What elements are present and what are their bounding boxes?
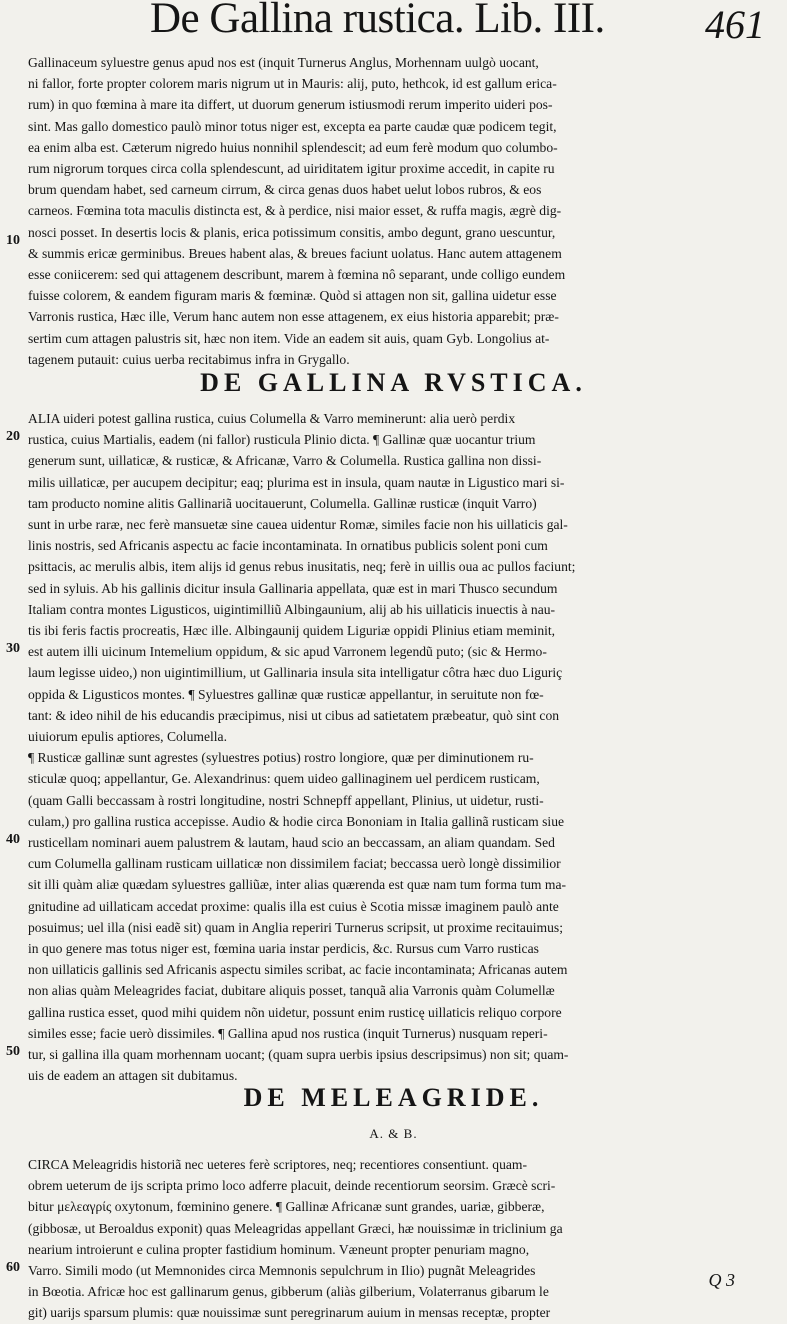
text-line: fuisse colorem, & eandem figuram maris & fœminæ. Quòd si attagen non sit, gallina uidetur esse xyxy=(28,288,557,304)
text-line: sunt in urbe raræ, nec ferè mansuetæ sine cauea uidentur Romæ, similes facie non his uillaticis gal- xyxy=(28,517,568,533)
text-line: rum nigrorum torques circa colla splendescunt, ad uiriditatem igitur proxime accedit, in capite ru xyxy=(28,161,555,177)
text-line: tur, si gallina illa quam morhennam uocant; (quam supra uerbis ipsius descripsimus) non sit; quam- xyxy=(28,1047,569,1063)
text-line: sertim cum attagen palustris sit, hæc non item. Vide an eadem sit auis, quam Gyb. Longolius at- xyxy=(28,330,550,346)
text-line: Varronis rustica, Hæc ille, Verum hanc autem non esse attagenem, ex eius historia apparebit; præ- xyxy=(28,309,559,325)
text-line: non uillaticis gallinis sed Africanis aspectu similes scribat, ac facie incontaminata; Africanas autem xyxy=(28,962,568,978)
text-line: gnitudine ad uillaticam accedat proxime: qualis illa est cuius è Scotia missæ imaginem paulò ante xyxy=(28,898,559,914)
section-heading-meleagride: DE MELEAGRIDE. xyxy=(243,1083,544,1112)
text-line: in Bœotia. Africæ hoc est gallinarum genus, gibberum (aliàs gilberium, Volaterranus gibarum le xyxy=(28,1284,549,1300)
margin-line-number: 40 xyxy=(6,832,20,847)
text-line: cum Columella gallinam rusticam uillaticæ non dissimilem faciat; beccassa uerò longè dissimilior xyxy=(28,856,561,872)
text-line: ni fallor, forte propter colorem maris nigrum ut in Mauris: alij, puto, hethcok, id est gallum erica- xyxy=(28,76,557,92)
text-line: culam,) pro gallina rustica accepisse. Audio & hodie circa Bononiam in Italia gallinã rusticam siue xyxy=(28,813,565,829)
text-line: ¶ Rusticæ gallinæ sunt agrestes (syluestres potius) rostro longiore, quæ per diminutionem ru- xyxy=(28,750,534,766)
text-line: nearium introierunt e culina propter fastidium hominum. Væneunt propter penuriam magno, xyxy=(28,1241,530,1257)
text-line: rusticellam nominari auem palustrem & lautam, haud scio an beccassam, an aliam quandam. Sed xyxy=(28,835,555,851)
text-line: laum legisse uideo,) non uigintimillium, ut Gallinaria insula sita intelligatur côtra hæc duo Liguriç xyxy=(28,665,563,681)
section-heading-gallina-rustica: DE GALLINA RVSTICA. xyxy=(200,368,587,397)
paragraph-gallina-rustica xyxy=(28,408,766,1087)
text-line: est autem illi uicinum Intemelium oppidum, & sic apud Varronem legendũ puto; (sic & Hermo- xyxy=(28,644,547,660)
text-line: ALIA uideri potest gallina rustica, cuius Columella & Varro meminerunt: alia uerò perdix xyxy=(28,411,516,426)
text-line: (gibbosæ, ut Beroaldus exponit) quas Meleagridas appellant Græci, hæ nouissimæ in triclinium ga xyxy=(28,1220,563,1236)
text-line: tagenem putauit: cuius uerba recitabimus infra in Grygallo. xyxy=(28,351,350,367)
text-line: rustica, cuius Martialis, eadem (ni fallor) rusticula Plinio dicta. ¶ Gallinæ quæ uocantur trium xyxy=(28,432,536,448)
text-line: oppida & Ligusticos montes. ¶ Syluestres gallinæ quæ rusticæ appellantur, in seruitute non fœ- xyxy=(28,686,544,702)
text-line: milis uillaticæ, per aucupem decipitur; eaq; plurima est in insula, quam nautæ in Ligustico mari si- xyxy=(28,474,565,490)
text-line: psittacis, ac merulis albis, item alijs id genus rebus inusitatis, neq; ferè in uillis oua ac pullos faciunt; xyxy=(28,559,576,575)
text-line: sed in syluis. Ab his gallinis dicitur insula Gallinaria appellata, quæ est in mari Thusco secundum xyxy=(28,580,558,596)
text-line: & summis ericæ germinibus. Breues habent alas, & breues faciunt uolatus. Hanc autem attagenem xyxy=(28,245,562,261)
text-line: Gallinaceum syluestre genus apud nos est (inquit Turnerus Anglus, Morhennam uulgò uocant, xyxy=(28,55,539,70)
text-line: CIRCA Meleagridis historiã nec ueteres ferè scriptores, neq; recentiores consentiunt. quam- xyxy=(28,1157,528,1172)
text-line: posuimus; uel illa (nisi eadẽ sit) quam in Anglia reperiri Turnerus scripsit, ut proxime recitauimus; xyxy=(28,919,563,935)
signature-mark: Q 3 xyxy=(708,1270,735,1290)
text-line: brum quendam habet, sed carneum cirrum, & circa genas duos habet uelut lobos rubros, & eos xyxy=(28,182,542,198)
text-line: sint. Mas gallo domestico paulò minor totus niger est, excepta ea parte caudæ quæ podicem tegit, xyxy=(28,118,557,134)
margin-line-number: 10 xyxy=(6,233,20,248)
text-line: obrem ueterum de ijs scripta primo loco adferre placuit, deinde recentiorum seorsim. Græcè scri- xyxy=(28,1178,556,1194)
paragraph-turnerus xyxy=(28,52,766,370)
text-line: tant: & ideo nihil de his educandis præcipimus, nisi ut cibus ad satietatem præbeatur, quò sint con xyxy=(28,707,560,723)
text-line: linis nostris, sed Africanis aspectu ac facie incontaminata. In ornatibus publicis solent poni cum xyxy=(28,538,548,554)
text-line: sticulæ quoq; appellantur, Ge. Alexandrinus: quem uideo gallinaginem uel perdicem rusticam, xyxy=(28,771,540,787)
text-line: gallina rustica esset, quod mihi quidem nõn uidetur, possunt enim rusticę uillaticis reliquo corpore xyxy=(28,1004,562,1020)
margin-line-number: 60 xyxy=(6,1260,20,1275)
margin-line-number: 30 xyxy=(6,641,20,656)
section-subheading: A. & B. xyxy=(369,1126,418,1141)
text-line: Italiam contra montes Ligusticos, uigintimilliũ Albingaunium, alij ab his uillaticis inuectis à nau- xyxy=(28,601,556,617)
text-line: tam producto nomine alitis Gallinariã uocitauerunt, Columella. Gallinæ rusticæ (inquit Varro) xyxy=(28,495,537,511)
paragraph-meleagride xyxy=(28,1154,766,1324)
text-line: tis ibi feris factis procreatis, Hæc ille. Albingaunij quidem Liguriæ oppidi Plinius etiam meminit, xyxy=(28,623,556,639)
page-header xyxy=(0,0,787,47)
page-number: 461 xyxy=(705,2,765,47)
text-line: ea enim alba est. Cæterum nigredo huius nonnihil splendescit; ad eum ferè modum quo columbo- xyxy=(28,139,558,155)
text-line: in quo genere mas totus niger est, fœmina uaria instar perdicis, &c. Rursus cum Varro rusticas xyxy=(28,941,539,957)
margin-line-number: 20 xyxy=(6,429,20,444)
text-line: similes esse; facie uerò dissimiles. ¶ Gallina apud nos rustica (inquit Turnerus) nusquam reperi- xyxy=(28,1025,548,1041)
text-line: Varro. Simili modo (ut Memnonides circa Memnonis sepulchrum in Ilio) pugnãt Meleagrides xyxy=(28,1263,536,1279)
text-line: esse coniicerem: sed qui attagenem describunt, marem à fœmina nô separant, unde colligo eundem xyxy=(28,267,566,283)
text-line: generum sunt, uillaticæ, & rusticæ, & Africanæ, Varro & Columella. Rustica gallina non dissi- xyxy=(28,453,542,469)
running-title: De Gallina rustica. Lib. III. xyxy=(150,0,605,42)
text-line: (quam Galli beccassam à rostri longitudine, nostri Schnepff appellant, Plinius, ut uidetur, rusti- xyxy=(28,792,544,808)
text-line: uis de eadem an attagen sit dubitamus. xyxy=(28,1068,238,1084)
text-line: rum) in quo fœmina à mare ita differt, ut duorum generum istiusmodi rerum imperito uideri pos- xyxy=(28,97,553,113)
text-line: git) uarijs sparsum plumis: quæ nouissimæ sunt peregrinarum auium in mensas receptæ, propter xyxy=(28,1305,551,1321)
text-line: carneos. Fœmina tota maculis distincta est, & à perdice, nisi maior esset, & ruffa magis, ægrè dig- xyxy=(28,203,562,219)
text-line: nosci posset. In desertis locis & planis, erica potissimum consitis, ambo degunt, grano uescuntur, xyxy=(28,224,556,240)
text-line: bitur μελεαγρίς oxytonum, fœminino genere. ¶ Gallinæ Africanæ sunt grandes, uariæ, gibberæ, xyxy=(28,1199,545,1215)
text-line: uiuiorum epulis aptiores, Columella. xyxy=(28,729,227,745)
margin-line-number: 50 xyxy=(6,1044,20,1059)
text-line: non alias quàm Meleagrides faciat, dubitare aliquis posset, tanquã alia Varronis quàm Columellæ xyxy=(28,983,555,999)
text-line: sit illi quàm aliæ quædam syluestres galliũæ, inter alias quærenda est quæ nam tum forma tum ma- xyxy=(28,877,567,893)
